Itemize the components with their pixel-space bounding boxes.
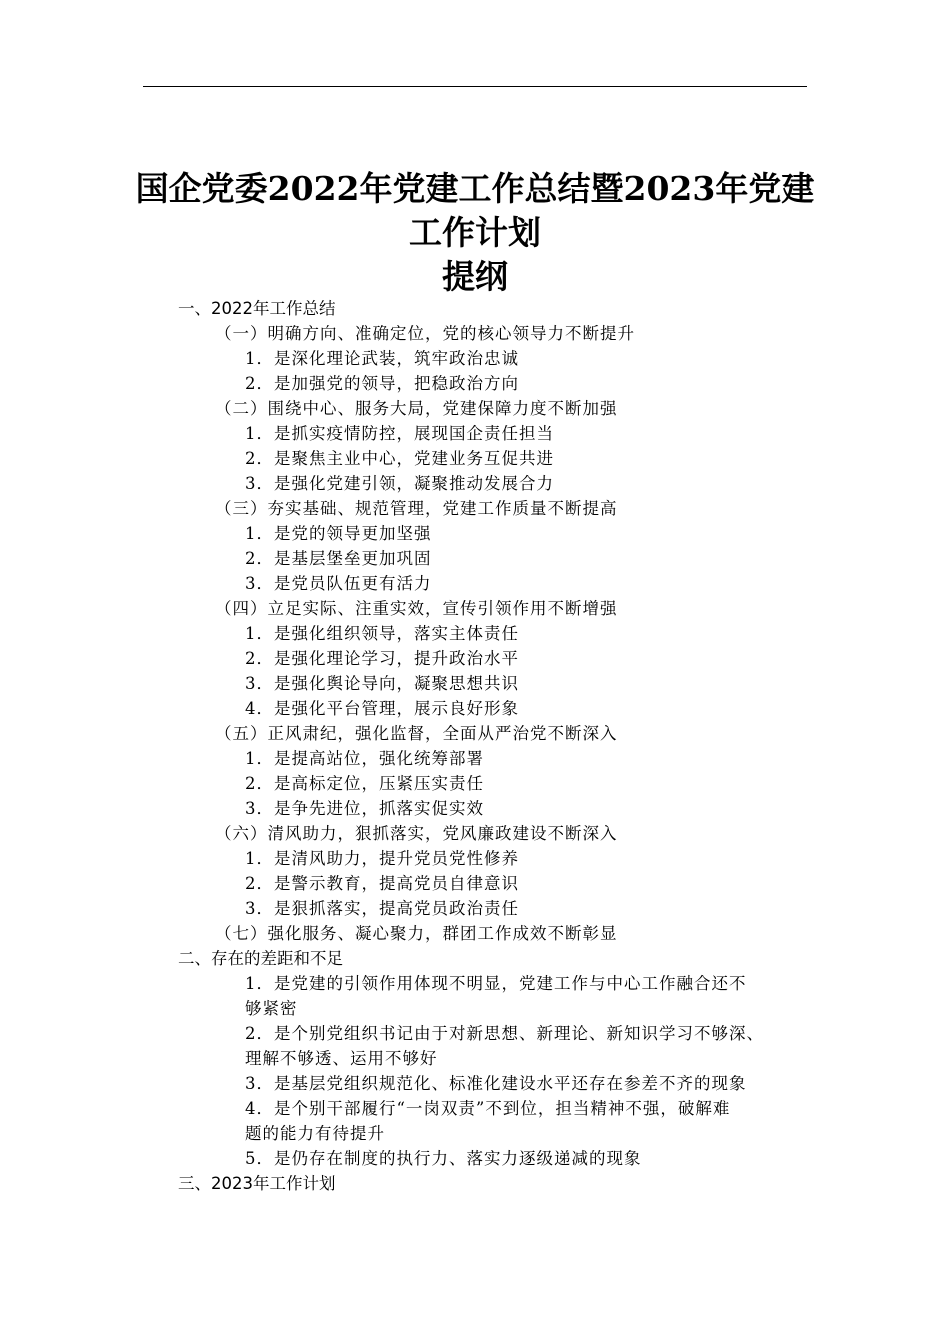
shortcoming-item: 1．是党建的引领作用体现不明显，党建工作与中心工作融合还不 (245, 974, 747, 993)
list-item: 4．是强化平台管理，展示良好形象 (245, 699, 519, 718)
list-item: 1．是党的领导更加坚强 (245, 524, 432, 543)
list-item: 2．是强化理论学习，提升政治水平 (245, 649, 519, 668)
subsection-heading: （五）正风肃纪，强化监督，全面从严治党不断深入 (215, 724, 618, 743)
subsection-heading: （四）立足实际、注重实效，宣传引领作用不断增强 (215, 599, 618, 618)
document-title-line-2: 工作计划 (409, 213, 541, 252)
list-item: 2．是加强党的领导，把稳政治方向 (245, 374, 519, 393)
shortcoming-item-continued: 理解不够透、运用不够好 (245, 1049, 438, 1068)
list-item: 3．是党员队伍更有活力 (245, 574, 432, 593)
list-item: 3．是狠抓落实，提高党员政治责任 (245, 899, 519, 918)
document-title-line-1: 国企党委2022年党建工作总结暨2023年党建 (135, 169, 815, 208)
list-item: 2．是基层堡垒更加巩固 (245, 549, 432, 568)
list-item: 1．是深化理论武装，筑牢政治忠诚 (245, 349, 519, 368)
subsection-heading: （三）夯实基础、规范管理，党建工作质量不断提高 (215, 499, 618, 518)
shortcoming-item: 2．是个别党组织书记由于对新思想、新理论、新知识学习不够深、 (245, 1024, 764, 1043)
header-rule (143, 86, 807, 87)
list-item: 3．是争先进位，抓落实促实效 (245, 799, 484, 818)
section-2-heading: 二、存在的差距和不足 (178, 949, 343, 968)
list-item: 2．是高标定位，压紧压实责任 (245, 774, 484, 793)
subsection-heading: （七）强化服务、凝心聚力，群团工作成效不断彰显 (215, 924, 618, 943)
shortcoming-item: 3．是基层党组织规范化、标准化建设水平还存在参差不齐的现象 (245, 1074, 747, 1093)
list-item: 1．是强化组织领导，落实主体责任 (245, 624, 519, 643)
section-1-heading: 一、2022年工作总结 (178, 299, 336, 318)
shortcoming-item-continued: 够紧密 (245, 999, 298, 1018)
shortcoming-item: 5．是仍存在制度的执行力、落实力逐级递减的现象 (245, 1149, 642, 1168)
shortcoming-item-continued: 题的能力有待提升 (245, 1124, 385, 1143)
subsection-heading: （二）围绕中心、服务大局，党建保障力度不断加强 (215, 399, 618, 418)
list-item: 1．是抓实疫情防控，展现国企责任担当 (245, 424, 554, 443)
list-item: 1．是清风助力，提升党员党性修养 (245, 849, 519, 868)
document-title-line-3: 提纲 (442, 257, 508, 296)
section-3-heading: 三、2023年工作计划 (178, 1174, 336, 1193)
list-item: 3．是强化党建引领，凝聚推动发展合力 (245, 474, 554, 493)
list-item: 1．是提高站位，强化统筹部署 (245, 749, 484, 768)
list-item: 2．是聚焦主业中心，党建业务互促共进 (245, 449, 554, 468)
list-item: 3．是强化舆论导向，凝聚思想共识 (245, 674, 519, 693)
list-item: 2．是警示教育，提高党员自律意识 (245, 874, 519, 893)
subsection-heading: （六）清风助力，狠抓落实，党风廉政建设不断深入 (215, 824, 618, 843)
shortcoming-item: 4．是个别干部履行“一岗双责”不到位，担当精神不强，破解难 (245, 1099, 731, 1118)
subsection-heading: （一）明确方向、准确定位，党的核心领导力不断提升 (215, 324, 635, 343)
